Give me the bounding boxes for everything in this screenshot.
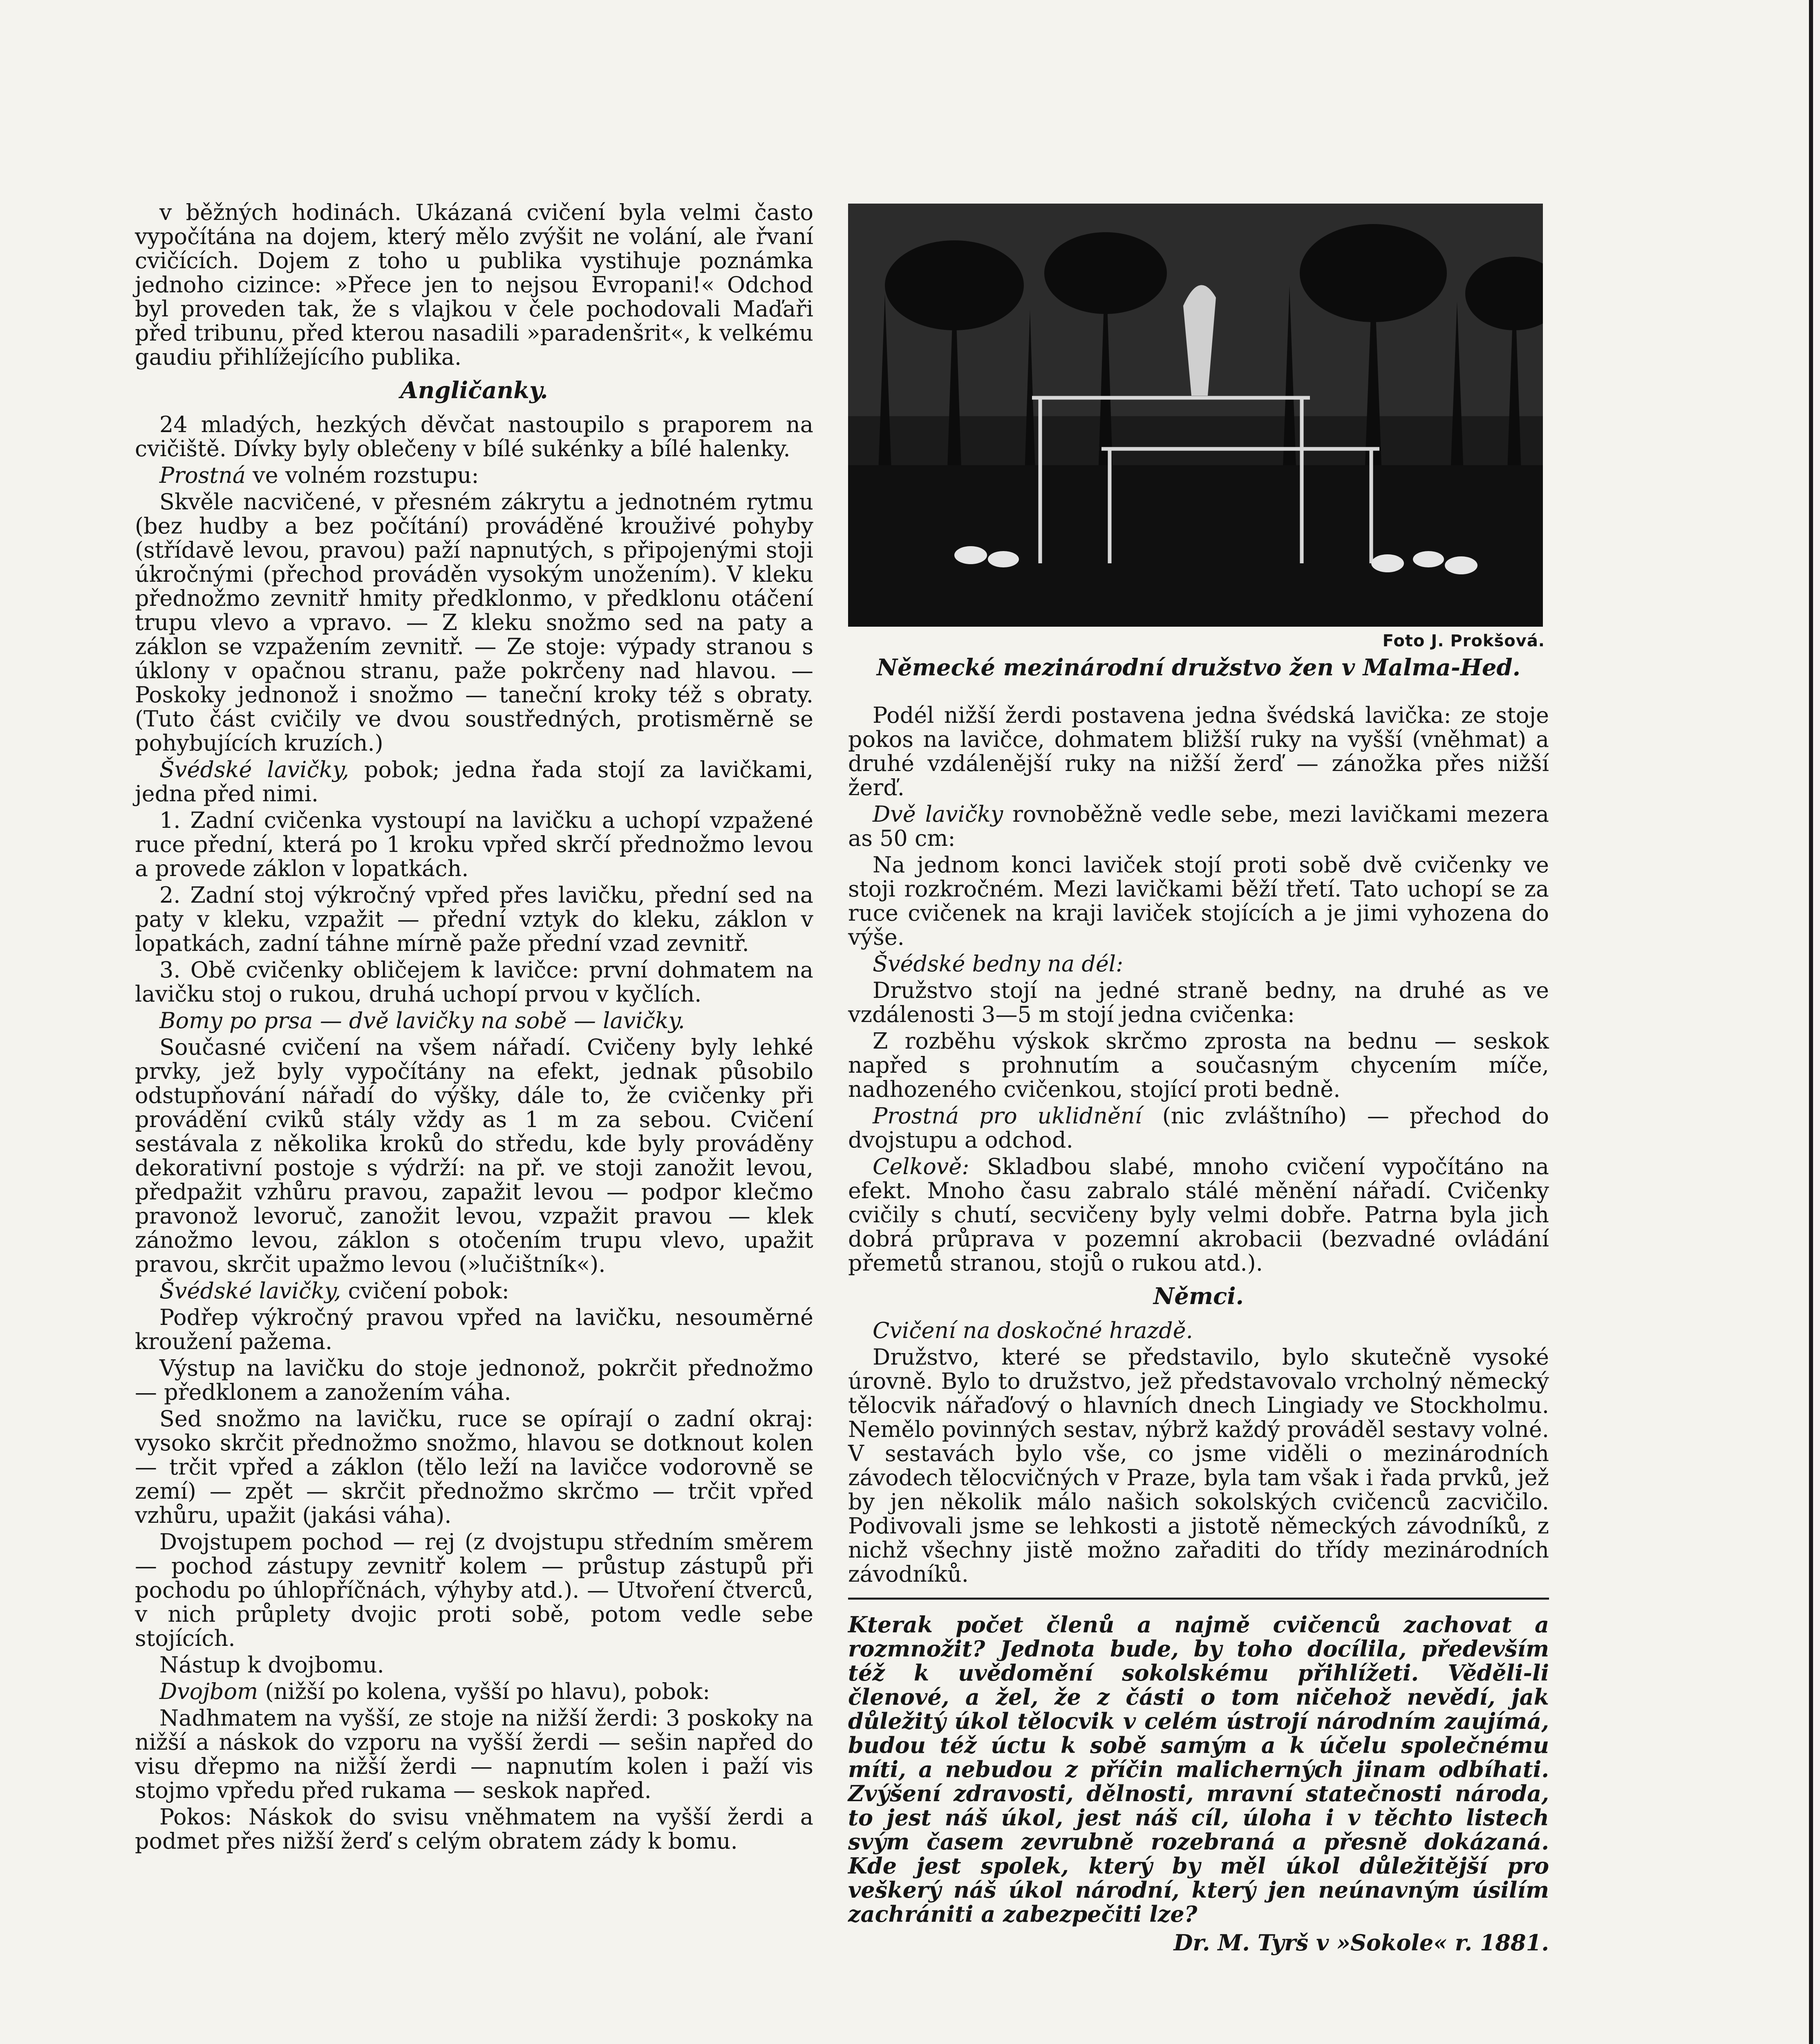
lead-phrase: Celkově: bbox=[873, 1154, 969, 1179]
lead-phrase: Švédské lavičky, bbox=[159, 757, 349, 782]
right_column-paragraph: Družstvo, které se představilo, bylo skutečně vysoké úrovně. Bylo to družstvo, jež představovalo vrcholný německý tělocvik nářaďový o hlavních dnech Lingiady ve Stockholmu. Nemělo povinných sestav, nýbrž každý prováděl sestavy volné. V sestavách bylo vše, co jsme viděli o mezinárodních závodech tělocvičných v Praze, byla tam však i řada prvků, jež by jen několik málo našich sokolských cvičenců zacvičilo. Podivovali jsme se lehkosti a jistotě německých závodníků, z nichž všechny jistě možno zařaditi do třídy mezinárodních závodníků. bbox=[848, 1344, 1549, 1587]
lead-text: cvičení pobok: bbox=[341, 1278, 509, 1304]
left_column-paragraph: v běžných hodinách. Ukázaná cvičení byla velmi často vypočítána na dojem, který mělo zvýšit ne volání, ale řvaní cvičících. Dojem z toho u publika vystihuje poznámka jednoho cizince: »Přece jen to nejsou Evropani!« Odchod byl proveden tak, že s vlajkou v čele pochodovali Maďaři před tribunu, před kterou nasadili »paradenšrit«, k velkému gaudiu přihlížejícího publika. bbox=[135, 199, 813, 370]
quote-divider bbox=[848, 1598, 1549, 1600]
left_column-section-lead bbox=[135, 1009, 813, 1033]
lead-phrase: Dvě lavičky bbox=[873, 801, 1003, 827]
lead-text: (nižší po kolena, vyšší po hlavu), pobok: bbox=[258, 1679, 710, 1704]
right_column-paragraph: Družstvo stojí na jedné straně bedny, na druhé as ve vzdálenosti 3—5 m stojí jedna cvičenka: bbox=[848, 977, 1549, 1027]
right_column-section-lead bbox=[848, 1154, 1549, 1275]
photo-caption: Německé mezinárodní družstvo žen v Malma-Hed. bbox=[876, 654, 1521, 681]
right_column-paragraph: Na jednom konci laviček stojí proti sobě dvě cvičenky ve stoji rozkročném. Mezi lavičkami běží třetí. Tato uchopí se za ruce cvičenek na kraji laviček stojících a je jimi vyhozena do výše. bbox=[848, 852, 1549, 950]
tyrs-quote: Kterak počet členů a najmě cvičenců zachovat a rozmnožit? Jednota bude, by toho docílila, především též k uvědomění sokolskému přihlížeti. Věděli-li členové, a žel, že z části o tom ničehož nevědí, jak důležitý úkol tělocvik v celém ústrojí národním zaujímá, budou též úctu k sobě samým a k účelu společnému míti, a nebudou z příčin malicherných jinam odbíhati. Zvýšení zdravosti, dělnosti, mravní statečnosti národa, to jest náš úkol, jest náš cíl, úloha i v těchto listech svým časem zevrubně rozebraná a přesně dokázaná. Kde jest spolek, který by měl úkol důležitější pro veškerý náš úkol národní, který jen neúnavným úsilím zachrániti a zabezpečiti lze? bbox=[848, 1611, 1549, 1927]
left_column-heading: Angličanky. bbox=[400, 377, 548, 404]
right_column-section-lead bbox=[848, 1104, 1549, 1152]
lead-phrase: Dvojbom bbox=[159, 1679, 258, 1704]
left_column-section-lead bbox=[135, 463, 813, 487]
photo-illustration bbox=[848, 204, 1543, 627]
right_column-paragraph: Z rozběhu výskok skrčmo zprosta na bednu — seskok napřed s prohnutím a současným chycením míče, nadhozeného cvičenkou, stojící proti bedně. bbox=[848, 1028, 1549, 1102]
lead-text: Skladbou slabé, mnoho cvičení vypočítáno na efekt. Mnoho času zabralo stálé měnění nářadí. Cvičenky cvičily s chutí, secvičeny byly velmi dobře. Patrna byla jich dobrá průprava v pozemní akrobacii (bezvadné ovládání přemetů stranou, stojů o rukou atd.). bbox=[848, 1154, 1549, 1276]
lead-phrase: Cvičení na doskočné hrazdě. bbox=[873, 1318, 1193, 1343]
right-column-text bbox=[848, 703, 1549, 1586]
left_column-paragraph: 24 mladých, hezkých děvčat nastoupilo s praporem na cvičiště. Dívky byly oblečeny v bílé sukénky a bílé halenky. bbox=[135, 412, 813, 462]
left_column-paragraph: 1. Zadní cvičenka vystoupí na lavičku a uchopí vzpažené ruce přední, která po 1 kroku vpřed skrčí přednožmo levou a provede záklon v lopatkách. bbox=[135, 807, 813, 881]
lead-phrase: Švédské bedny na dél: bbox=[873, 951, 1124, 977]
photo-credit: Foto J. Prokšová. bbox=[1382, 632, 1545, 650]
lead-text: pobok; jedna řada stojí za lavičkami, jedna před nimi. bbox=[135, 757, 813, 807]
right_column-section-lead bbox=[848, 952, 1549, 976]
lead-text: (nic zvláštního) — přechod do dvojstupu a odchod. bbox=[848, 1103, 1549, 1153]
lead-phrase: Bomy po prsa — dvě lavičky na sobě — lavičky. bbox=[159, 1008, 685, 1033]
lead-text: rovnoběžně vedle sebe, mezi lavičkami mezera as 50 cm: bbox=[848, 801, 1549, 851]
left_column-paragraph: 3. Obě cvičenky obličejem k lavičce: první dohmatem na lavičku stoj o rukou, druhá uchopí prvou v kyčlích. bbox=[135, 957, 813, 1007]
left_column-paragraph: Sed snožmo na lavičku, ruce se opírají o zadní okraj: vysoko skrčit přednožmo snožmo, hlavou se dotknout kolen — trčit vpřed a záklon (tělo leží na lavičce vodorovně se zemí) — zpět — skrčit přednožmo skrčmo — trčit vpřed vzhůru, upažit (jakási váha). bbox=[135, 1406, 813, 1528]
left_column-paragraph: 2. Zadní stoj výkročný vpřed přes lavičku, přední sed na paty v kleku, vzpažit — přední vztyk do kleku, záklon v lopatkách, zadní táhne mírně paže přední vzad zevnitř. bbox=[135, 882, 813, 956]
left_column-section-lead bbox=[135, 1279, 813, 1303]
right_column-paragraph: Podél nižší žerdi postavena jedna švédská lavička: ze stoje pokos na lavičce, dohmatem bližší ruky na vyšší (vněhmat) a druhé vzdálenější ruky na nižší žerď — zánožka přes nižší žerď. bbox=[848, 702, 1549, 800]
left_column-paragraph: Skvěle nacvičené, v přesném zákrytu a jednotném rytmu (bez hudby a bez počítání) prováděné krouživé pohyby (střídavě levou, pravou) paží napnutých, s připojenými stoji úkročnými (přechod prováděn vysokým unožením). V kleku přednožmo zevnitř hmity předklonmo, v předklonu otáčení trupu vlevo a vpravo. — Z kleku snožmo sed na paty a záklon se vzpažením zevnitř. — Ze stoje: výpady stranou s úklony v opačnou stranu, paže pokrčeny nad hlavou. — Poskoky jednonož i snožmo — taneční kroky též s obraty. (Tuto část cvičily ve dvou soustředných, protisměrně se pohybujících kruzích.) bbox=[135, 489, 813, 756]
left_column-paragraph: Pokos: Náskok do svisu vněhmatem na vyšší žerdi a podmet přes nižší žerď s celým obratem zády k bomu. bbox=[135, 1804, 813, 1854]
left_column-section-lead bbox=[135, 1679, 813, 1703]
quote-signature: Dr. M. Tyrš v »Sokole« r. 1881. bbox=[1173, 1930, 1549, 1956]
right_column-section-lead bbox=[848, 802, 1549, 850]
left-column bbox=[135, 200, 813, 1856]
gymnastics-photo bbox=[848, 204, 1543, 627]
left_column-paragraph: Dvojstupem pochod — rej (z dvojstupu středním směrem — pochod zástupy zevnitř kolem — průstup zástupů při pochodu po úhlopříčnách, výhyby atd.). — Utvoření čtverců, v nich průplety dvojic proti sobě, potom vedle sebe stojících. bbox=[135, 1529, 813, 1651]
left_column-paragraph: Nástup k dvojbomu. bbox=[159, 1652, 384, 1678]
lead-phrase: Švédské lavičky, bbox=[159, 1278, 341, 1304]
right-column bbox=[848, 703, 1549, 1955]
left_column-paragraph: Podřep výkročný pravou vpřed na lavičku, nesouměrné kroužení pažema. bbox=[135, 1304, 813, 1354]
left_column-paragraph: Současné cvičení na všem nářadí. Cvičeny byly lehké prvky, jež byly vypočítány na efekt, jednak působilo odstupňování nářadí do výšky, dále to, že cvičenky při provádění cviků stály vždy as 1 m za sebou. Cvičení sestávala z několika kroků do středu, kde byly prováděny dekorativní postoje s výdrží: na př. ve stoji zanožit levou, předpažit vzhůru pravou, zapažit levou — podpor klečmo pravonož levoruč, zanožit levou, vzpažit pravou — klek zánožmo levou, záklon s otočením trupu vlevo, upažit pravou, skrčit upažmo levou (»lučištník«). bbox=[135, 1034, 813, 1277]
lead-text: ve volném rozstupu: bbox=[246, 462, 479, 488]
lead-phrase: Prostná bbox=[159, 462, 246, 488]
left_column-paragraph: Nadhmatem na vyšší, ze stoje na nižší žerdi: 3 poskoky na nižší a náskok do vzporu na vyšší žerdi — sešin napřed do visu dřepmo na nižší žerdi — napnutím kolen i paží vis stojmo vpředu před rukama — seskok napřed. bbox=[135, 1705, 813, 1803]
right_column-heading: Němci. bbox=[1153, 1283, 1244, 1310]
left_column-section-lead bbox=[135, 758, 813, 806]
right_column-section-lead bbox=[848, 1318, 1549, 1342]
left_column-paragraph: Výstup na lavičku do stoje jednonož, pokrčit přednožmo — předklonem a zanožením váha. bbox=[135, 1355, 813, 1405]
lead-phrase: Prostná pro uklidnění bbox=[873, 1103, 1142, 1129]
